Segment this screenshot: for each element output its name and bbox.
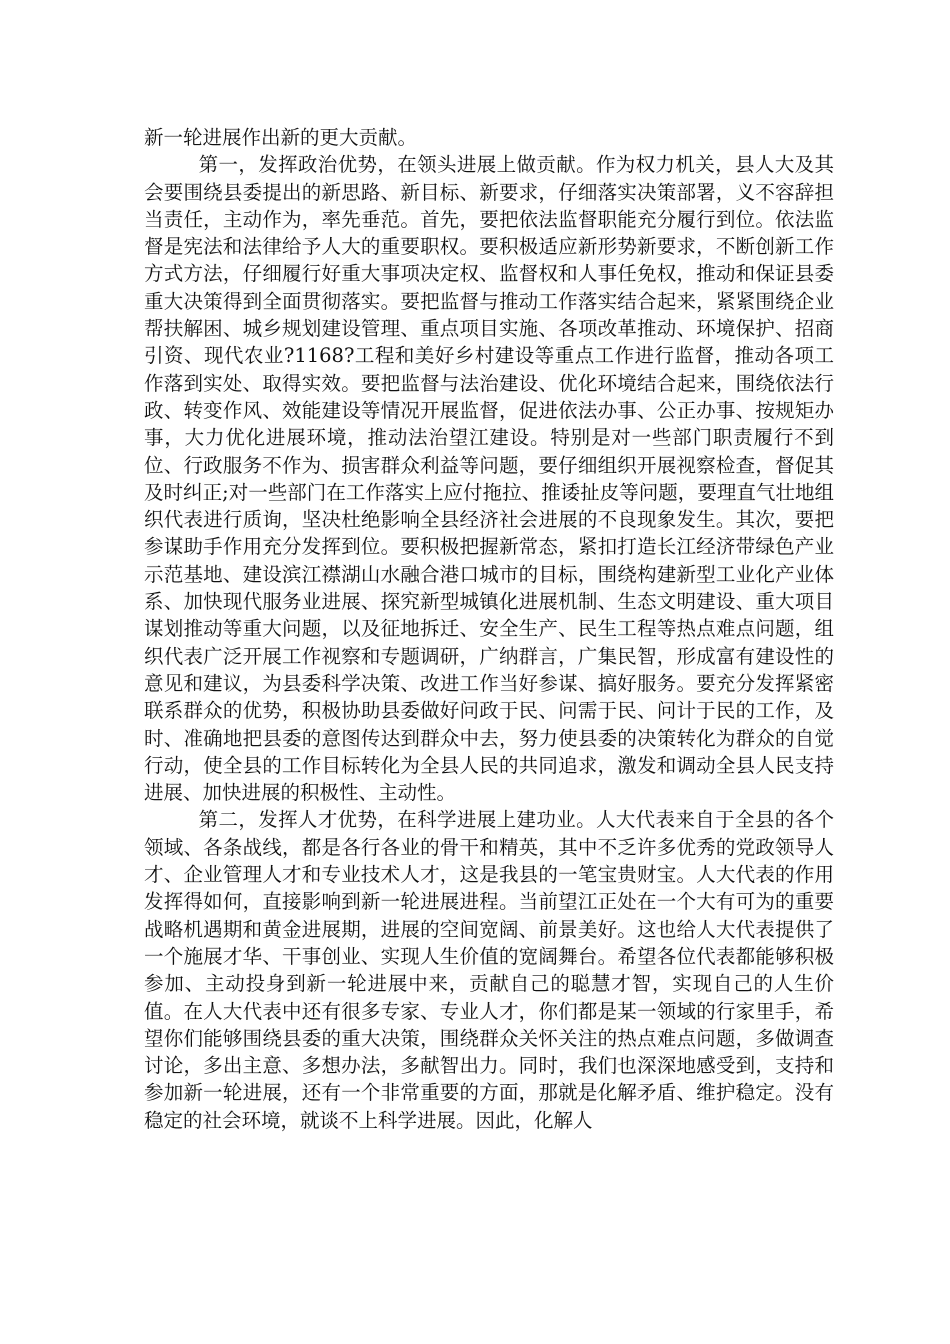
- paragraph-first-point: 第一，发挥政治优势，在领头进展上做贡献。作为权力机关，县人大及其会要围绕县委提出的新思路、新目标、新要求，仔细落实决策部署，义不容辞担当责任，主动作为，率先垂范。首先，要把依法监督职能充分履行到位。依法监督是宪法和法律给予人大的重要职权。要积极适应新形势新要求，不断创新工作方式方法，仔细履行好重大事项决定权、监督权和人事任免权，推动和保证县委重大决策得到全面贯彻落实。要把监督与推动工作落实结合起来，紧紧围绕企业帮扶解困、城乡规划建设管理、重点项目实施、各项改革推动、环境保护、招商引资、现代农业?1168?工程和美好乡村建设等重点工作进行监督，推动各项工作落到实处、取得实效。要把监督与法治建设、优化环境结合起来，围绕依法行政、转变作风、效能建设等情况开展监督，促进依法办事、公正办事、按规矩办事，大力优化进展环境，推动法治望江建设。特别是对一些部门职责履行不到位、行政服务不作为、损害群众利益等问题，要仔细组织开展视察检查，督促其及时纠正;对一些部门在工作落实上应付拖拉、推诿扯皮等问题，要理直气壮地组织代表进行质询，坚决杜绝影响全县经济社会进展的不良现象发生。其次，要把参谋助手作用充分发挥到位。要积极把握新常态，紧扣打造长江经济带绿色产业示范基地、建设滨江襟湖山水融合港口城市的目标，围绕构建新型工业化产业体系、加快现代服务业进展、探究新型城镇化进展机制、生态文明建设、重大项目谋划推动等重大问题，以及征地拆迁、安全生产、民生工程等热点难点问题，组织代表广泛开展工作视察和专题调研，广纳群言，广集民智，形成富有建设性的意见和建议，为县委科学决策、改进工作当好参谋、搞好服务。要充分发挥紧密联系群众的优势，积极协助县委做好问政于民、问需于民、问计于民的工作，及时、准确地把县委的意图传达到群众中去，努力使县委的决策转化为群众的自觉行动，使全县的工作目标转化为全县人民的共同追求，激发和调动全县人民支持进展、加快进展的积极性、主动性。: [144, 153, 834, 805]
- document-body: [144, 124, 834, 1134]
- paragraph-second-point: 第二，发挥人才优势，在科学进展上建功业。人大代表来自于全县的各个领域、各条战线，都是各行各业的骨干和精英，其中不乏许多优秀的党政领导人才、企业管理人才和专业技术人才，这是我县的一笔宝贵财宝。人大代表的作用发挥得如何，直接影响到新一轮进展进程。当前望江正处在一个大有可为的重要战略机遇期和黄金进展期，进展的空间宽阔、前景美好。这也给人大代表提供了一个施展才华、干事创业、实现人生价值的宽阔舞台。希望各位代表都能够积极参加、主动投身到新一轮进展中来，贡献自己的聪慧才智，实现自己的人生价值。在人大代表中还有很多专家、专业人才，你们都是某一领域的行家里手，希望你们能够围绕县委的重大决策，围绕群众关怀关注的热点难点问题，多做调查讨论，多出主意、多想办法，多献智出力。同时，我们也深深地感受到，支持和参加新一轮进展，还有一个非常重要的方面，那就是化解矛盾、维护稳定。没有稳定的社会环境，就谈不上科学进展。因此，化解人: [144, 808, 834, 1132]
- paragraph-continuation: 新一轮进展作出新的更大贡献。: [144, 126, 418, 149]
